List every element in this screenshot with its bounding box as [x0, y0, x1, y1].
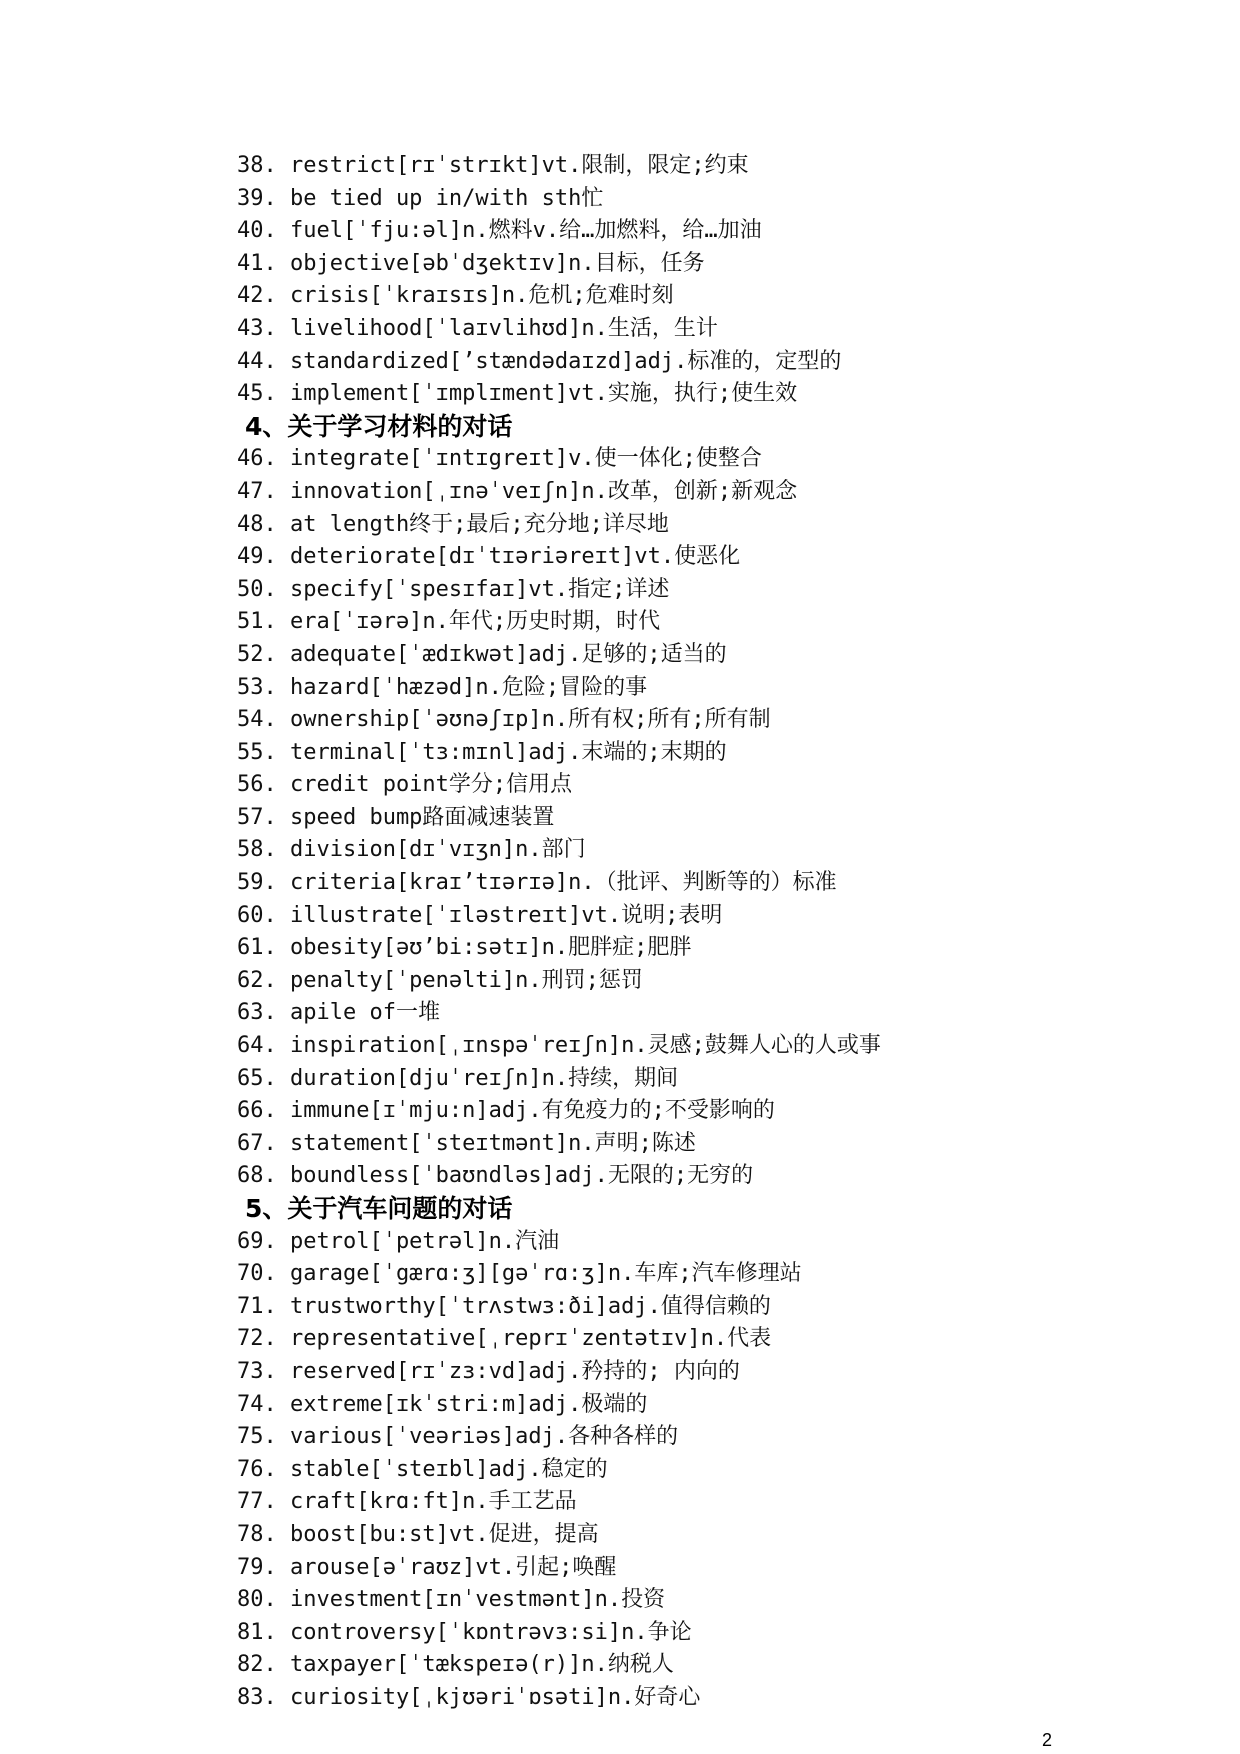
vocab-entry: 79. arouse[əˈraʊz]vt.引起;唤醒: [237, 1554, 617, 1580]
vocab-entry: 67. statement[ˈsteɪtmənt]n.声明;陈述: [237, 1130, 696, 1156]
vocab-entry: 74. extreme[ɪkˈstri:m]adj.极端的: [237, 1391, 648, 1417]
vocab-entry: 38. restrict[rɪˈstrɪkt]vt.限制，限定;约束: [237, 153, 749, 178]
vocab-entry: 52. adequate[ˈædɪkwət]adj.足够的;适当的: [237, 641, 727, 667]
vocab-entry: 44. standardized[’stændədaɪzd]adj.标准的，定型的: [237, 348, 842, 374]
vocab-entry: 54. ownership[ˈəʊnəʃɪp]n.所有权;所有;所有制: [237, 707, 771, 733]
section-heading: 4、关于学习材料的对话: [245, 411, 513, 441]
vocab-entry: 50. specify[ˈspesɪfaɪ]vt.指定;详述: [237, 576, 670, 602]
vocab-entry: 78. boost[bu:st]vt.促进，提高: [237, 1521, 599, 1547]
vocab-entry: 68. boundless[ˈbaʊndləs]adj.无限的;无穷的: [237, 1163, 754, 1189]
vocab-entry: 55. terminal[ˈtɜ:mɪnl]adj.末端的;末期的: [237, 739, 727, 765]
vocab-entry: 46. integrate[ˈɪntɪgreɪt]v.使一体化;使整合: [237, 446, 762, 472]
vocab-entry: 82. taxpayer[ˈtækspeɪə(r)]n.纳税人: [237, 1652, 674, 1678]
vocab-entry: 57. speed bump路面减速装置: [237, 804, 555, 830]
vocab-entry: 63. apile of一堆: [237, 1000, 440, 1026]
vocab-entry: 81. controversy[ˈkɒntrəvɜ:si]n.争论: [237, 1619, 692, 1645]
vocab-entry: 66. immune[ɪˈmju:n]adj.有免疫力的;不受影响的: [237, 1098, 775, 1124]
vocab-entry: 61. obesity[əʊ’bi:sətɪ]n.肥胖症;肥胖: [237, 935, 692, 961]
section-heading: 5、关于汽车问题的对话: [245, 1194, 513, 1223]
vocab-entry: 76. stable[ˈsteɪbl]adj.稳定的: [237, 1456, 608, 1482]
vocab-entry: 59. criteria[kraɪ’tɪərɪə]n.（批评、判断等的）标准: [237, 870, 837, 896]
vocab-entry: 41. objective[əbˈdʒektɪv]n.目标，任务: [237, 250, 705, 276]
vocab-entry: 56. credit point学分;信用点: [237, 772, 573, 798]
vocab-entry: 65. duration[djuˈreɪʃn]n.持续，期间: [237, 1065, 679, 1091]
vocab-entry: 40. fuel[ˈfju:əl]n.燃料v.给…加燃料，给…加油: [237, 218, 762, 244]
vocab-entry: 43. livelihood[ˈlaɪvlihʊd]n.生活，生计: [237, 315, 718, 341]
vocab-entry: 64. inspiration[ˌɪnspəˈreɪʃn]n.灵感;鼓舞人心的人或事: [237, 1033, 881, 1059]
vocab-entry: 80. investment[ɪnˈvestmənt]n.投资: [237, 1587, 666, 1613]
vocab-entry: 51. era[ˈɪərə]n.年代;历史时期，时代: [237, 609, 661, 635]
vocab-entry: 45. implement[ˈɪmplɪment]vt.实施，执行;使生效: [237, 381, 798, 407]
page-number: 2: [1042, 1730, 1053, 1750]
vocab-entry: 62. penalty[ˈpenəlti]n.刑罚;惩罚: [237, 967, 643, 993]
vocab-entry: 73. reserved[rɪˈzɜ:vd]adj.矜持的; 内向的: [237, 1358, 740, 1384]
vocab-entry: 48. at length终于;最后;充分地;详尽地: [237, 511, 669, 537]
vocabulary-list: [237, 150, 881, 1715]
vocab-entry: 60. illustrate[ˈɪləstreɪt]vt.说明;表明: [237, 902, 723, 928]
vocab-entry: 75. various[ˈveəriəs]adj.各种各样的: [237, 1424, 679, 1450]
vocab-entry: 53. hazard[ˈhæzəd]n.危险;冒险的事: [237, 674, 648, 700]
vocab-entry: 72. representative[ˌreprɪˈzentətɪv]n.代表: [237, 1326, 772, 1352]
vocab-entry: 49. deteriorate[dɪˈtɪəriəreɪt]vt.使恶化: [237, 544, 741, 570]
vocab-entry: 58. division[dɪˈvɪʒn]n.部门: [237, 837, 586, 863]
vocab-entry: 83. curiosity[ˌkjʊəriˈɒsəti]n.好奇心: [237, 1684, 701, 1710]
vocab-entry: 70. garage[ˈgærɑ:ʒ][gəˈrɑ:ʒ]n.车库;汽车修理站: [237, 1261, 802, 1287]
vocab-entry: 47. innovation[ˌɪnəˈveɪʃn]n.改革，创新;新观念: [237, 478, 798, 504]
vocab-entry: 42. crisis[ˈkraɪsɪs]n.危机;危难时刻: [237, 283, 674, 309]
vocab-entry: 69. petrol[ˈpetrəl]n.汽油: [237, 1228, 560, 1254]
vocab-entry: 39. be tied up in/with sth忙: [237, 185, 604, 211]
vocab-entry: 77. craft[krɑ:ft]n.手工艺品: [237, 1489, 577, 1515]
vocab-entry: 71. trustworthy[ˈtrʌstwɜ:ði]adj.值得信赖的: [237, 1293, 771, 1319]
